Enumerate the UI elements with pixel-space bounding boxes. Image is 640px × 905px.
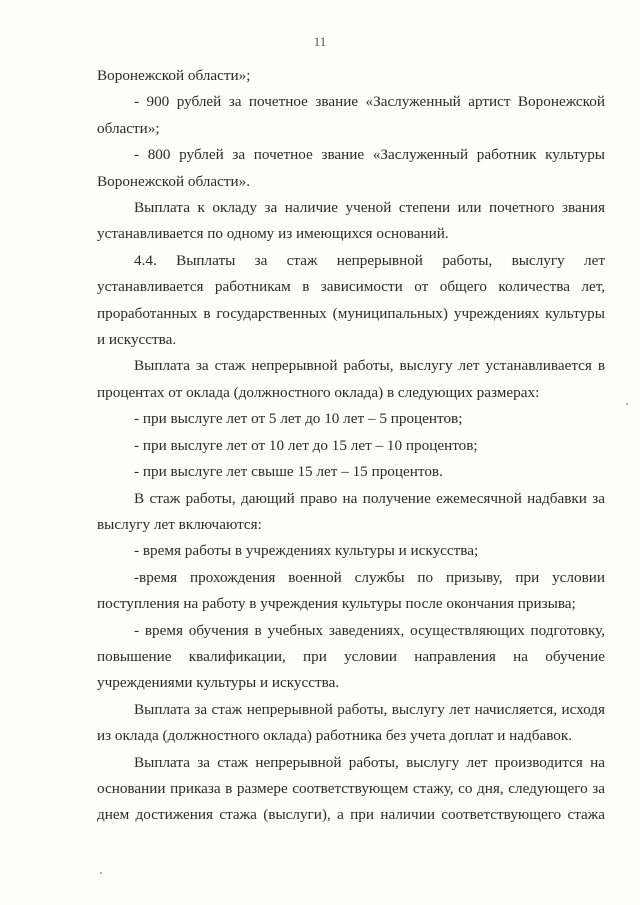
list-item-10-15-years: - при выслуге лет от 10 лет до 15 лет – 10 процентов;: [134, 436, 478, 454]
paragraph-section-4-4: 4.4. Выплаты за стаж непрерывной работы, выслугу лет устанавливается работникам в зависимости от общего количества лет, проработанных в государственных (муниципальных) учреждениях культуры и искусства.: [97, 251, 605, 349]
list-item-5-10-years: - при выслуге лет от 5 лет до 10 лет – 5 процентов;: [134, 410, 463, 428]
list-item-military-service: -время прохождения военной службы по призыву, при условии поступления на работу в учреждения культуры после окончания призыва;: [97, 568, 605, 613]
scan-speck: [626, 403, 628, 405]
list-item-over-15-years: - при выслуге лет свыше 15 лет – 15 процентов.: [134, 463, 443, 481]
paragraph-calculation-basis: Выплата за стаж непрерывной работы, выслугу лет начисляется, исходя из оклада (должностного оклада) работника без учета доплат и надбавок.: [97, 700, 605, 745]
list-item-culture-work: - время работы в учреждениях культуры и искусства;: [134, 542, 479, 560]
paragraph-included-periods: В стаж работы, дающий право на получение ежемесячной надбавки за выслугу лет включаются:: [97, 489, 605, 533]
scan-speck: [100, 872, 102, 874]
paragraph-award-artist: - 900 рублей за почетное звание «Заслуженный артист Воронежской области»;: [97, 93, 605, 137]
paragraph-percent-intro: Выплата за стаж непрерывной работы, выслугу лет устанавливается в процентах от оклада (должностного оклада) в следующих размерах:: [97, 357, 605, 401]
document-body: [97, 63, 605, 829]
paragraph-payment-order: Выплата за стаж непрерывной работы, выслугу лет производится на основании приказа в размере соответствующем стажу, со дня, следующего за днем достижения стажа (выслуги), а при наличии соответствующего стажа: [97, 753, 605, 824]
list-item-education: - время обучения в учебных заведениях, осуществляющих подготовку, повышение квалификации, при условии направления на обучение учреждениями культуры и искусства.: [97, 621, 605, 692]
paragraph-continuation: Воронежской области»;: [97, 67, 251, 84]
paragraph-award-culture-worker: - 800 рублей за почетное звание «Заслуженный работник культуры Воронежской области».: [97, 146, 605, 190]
page-number: 11: [313, 34, 327, 49]
paragraph-one-basis: Выплата к окладу за наличие ученой степени или почетного звания устанавливается по одному из имеющихся оснований.: [97, 199, 605, 243]
